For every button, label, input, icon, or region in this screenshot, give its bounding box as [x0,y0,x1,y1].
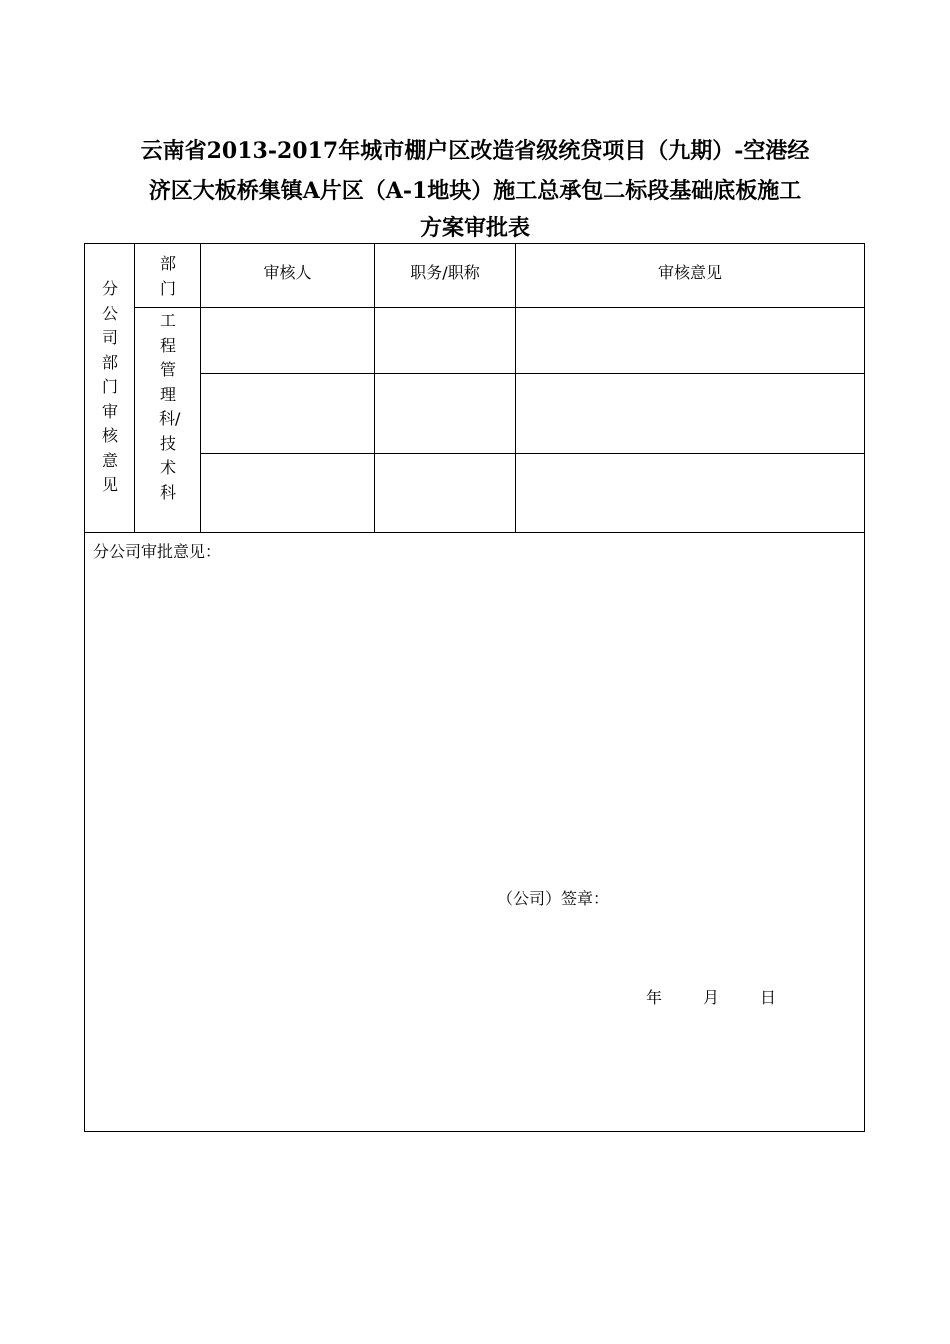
row-2-position-cell [375,374,515,453]
date-day-label: 日 [760,988,777,1007]
row-1-opinion-cell [516,308,864,373]
table-border-right [864,243,865,1132]
header-reviewer: 审核人 [263,262,312,282]
header-opinion: 审核意见 [657,262,722,282]
row-2-opinion-cell [516,374,864,453]
row-2-reviewer-cell [201,374,374,453]
department-name: 工程管理科/技术科 [159,311,181,502]
table-border-top [84,243,865,244]
signature-label: （公司）签章： [497,889,610,908]
row-1-reviewer-cell [201,308,374,373]
column-divider-1 [134,243,135,532]
date-month-label: 月 [703,988,720,1007]
row-3-opinion-cell [516,454,864,532]
header-position: 职务/职称 [410,262,480,282]
section-divider [84,532,865,533]
document-title-line-1: 云南省2013-2017年城市棚户区改造省级统贷项目（九期）-空港经 [140,138,810,164]
section-label-dept-review: 分公司部门审核意见 [101,279,118,494]
approval-table [84,243,865,1132]
document-title-line-3: 方案审批表 [419,215,530,241]
approval-opinion-label: 分公司审批意见： [93,542,222,561]
header-department: 部门 [159,254,176,298]
row-3-position-cell [375,454,515,532]
date-year-label: 年 [646,988,663,1007]
row-1-position-cell [375,308,515,373]
row-3-reviewer-cell [201,454,374,532]
table-border-left [84,243,85,1132]
document-title-line-2: 济区大板桥集镇A片区（A-1地块）施工总承包二标段基础底板施工 [148,178,802,204]
table-border-bottom [84,1131,865,1132]
